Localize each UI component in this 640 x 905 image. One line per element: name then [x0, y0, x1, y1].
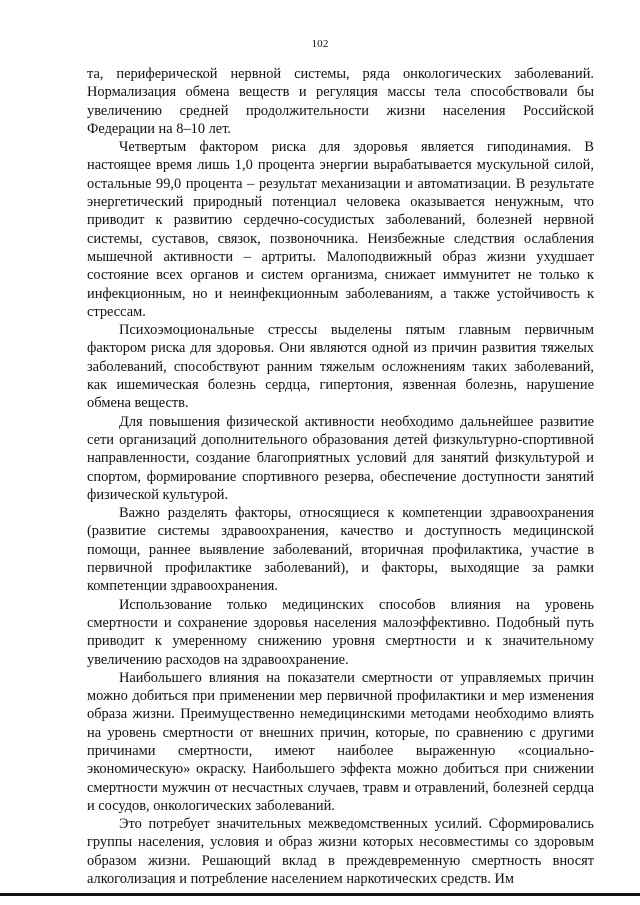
text-block: [87, 65, 594, 888]
paragraph-physical-activity: Для повышения физической активности необходимо дальнейшее развитие сети организаций дополнительного образования детей физкультурно-спортивной направленности, создание благоприятных условий для занятий физкультурой и спортом, формирование спортивного резерва, обеспечение доступности занятий физической культурой.: [87, 413, 594, 503]
paragraph-interagency-efforts: Это потребует значительных межведомственных усилий. Сформировались группы населения, условия и образ жизни которых несовместимы со здоровым образом жизни. Решающий вклад в преждевременную смертность вносят алкоголизация и потребление населением наркотических средств. Им: [87, 816, 594, 888]
paragraph-prevention: Наибольшего влияния на показатели смертности от управляемых причин можно добиться при применении мер первичной профилактики и мер изменения образа жизни. Преимущественно немедицинскими методами необходимо влиять на уровень смертности от внешних причин, которые, по сравнению с другими причинами смертности, имеют наиболее выраженную «социально-экономическую» окраску. Наибольшего эффекта можно добиться при снижении смертности мужчин от несчастных случаев, травм и отравлений, болезней сердца и сосудов, онкологических заболеваний.: [87, 669, 594, 814]
bottom-rule: [0, 893, 640, 896]
paragraph-medical-methods: Использование только медицинских способов влияния на уровень смертности и сохранение здоровья населения малоэффективно. Подобный путь приводит к умеренному снижению уровня смертности и к значительному увеличению расходов на здравоохранение.: [87, 596, 594, 668]
paragraph-competence-factors: Важно разделять факторы, относящиеся к компетенции здравоохранения (развитие системы здравоохранения, качество и доступность медицинской помощи, раннее выявление заболеваний, вторичная профилактика, участие в первичной профилактике заболеваний), и факторы, выходящие за рамки компетенции здравоохранения.: [87, 505, 594, 595]
page-number: 102: [311, 38, 329, 50]
paragraph-hypodynamia: Четвертым фактором риска для здоровья является гиподинамия. В настоящее время лишь 1,0 процента энергии вырабатывается мускульной силой, остальные 99,0 процента – результат механизации и автоматизации. В результате энергетический природный потенциал человека оказывается ненужным, что приводит к развитию сердечно-сосудистых заболеваний, болезней нервной системы, суставов, связок, позвоночника. Неизбежные следствия ослабления мышечной активности – артриты. Малоподвижный образ жизни ухудшает состояние всех органов и систем организма, снижает иммунитет не только к инфекционным, но и неинфекционным заболеваниям, а также устойчивость к стрессам.: [87, 139, 594, 320]
paragraph-continuation: та, периферической нервной системы, ряда онкологических заболеваний. Нормализация обмена веществ и регуляция массы тела способствовали бы увеличению средней продолжительности жизни населения Российской Федерации на 8–10 лет.: [87, 66, 594, 137]
paragraph-stress: Психоэмоциональные стрессы выделены пятым главным первичным фактором риска для здоровья. Они являются одной из причин развития тяжелых заболеваний, способствуют ранним тяжелым осложнениям таких заболеваний, как ишемическая болезнь сердца, гипертония, язвенная болезнь, нарушение обмена веществ.: [87, 322, 594, 412]
